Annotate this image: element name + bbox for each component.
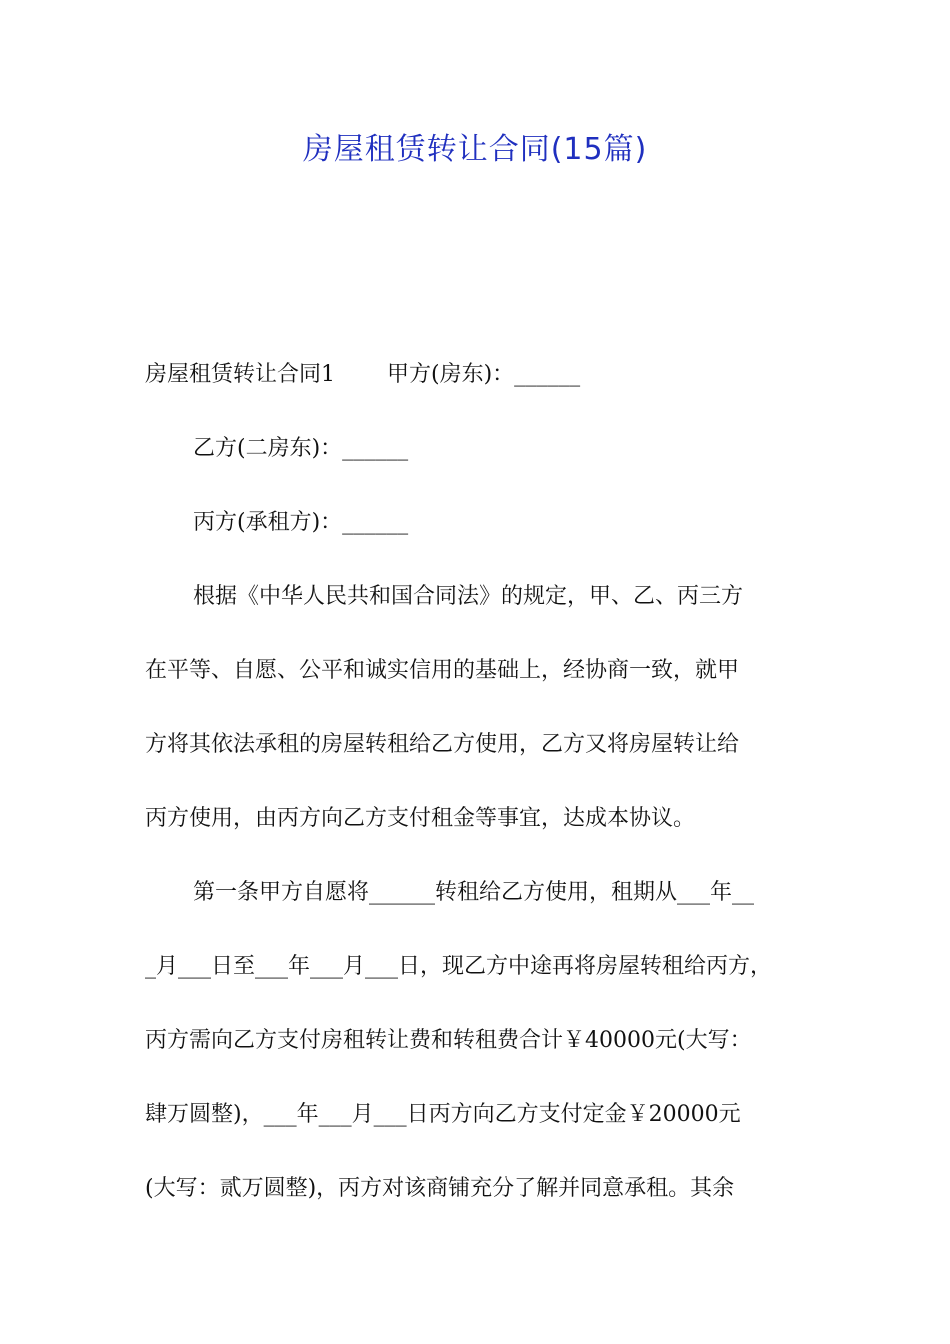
- article-line: _月___日至___年___月___日，现乙方中途再将房屋转租给丙方，: [145, 954, 773, 979]
- paragraph-line: 根据《中华人民共和国合同法》的规定，甲、乙、丙三方: [193, 584, 744, 609]
- article-line: (大写：贰万圆整)，丙方对该商铺充分了解并同意承租。其余: [145, 1176, 735, 1201]
- paragraph-line: 丙方使用，由丙方向乙方支付租金等事宜，达成本协议。: [145, 806, 696, 831]
- contract-heading-line: [145, 338, 810, 412]
- contract-number-label: 房屋租赁转让合同1: [145, 362, 335, 387]
- article-line: 丙方需向乙方支付房租转让费和转租费合计￥40000元(大写：: [145, 1028, 752, 1053]
- party-a-line: 甲方(房东)：______: [387, 362, 581, 387]
- article-line: 肆万圆整)，___年___月___日丙方向乙方支付定金￥20000元: [145, 1102, 741, 1127]
- article-line: 第一条甲方自愿将______转租给乙方使用，租期从___年__: [193, 880, 755, 905]
- party-c-line: 丙方(承租方)：______: [193, 510, 409, 535]
- paragraph-line: 在平等、自愿、公平和诚实信用的基础上，经协商一致，就甲: [145, 658, 740, 683]
- party-b-line: 乙方(二房东)：______: [193, 436, 409, 461]
- paragraph-line: 方将其依法承租的房屋转租给乙方使用，乙方又将房屋转让给: [145, 732, 740, 757]
- document-title: 房屋租赁转让合同(15篇): [302, 132, 648, 167]
- document-body: [145, 338, 810, 1226]
